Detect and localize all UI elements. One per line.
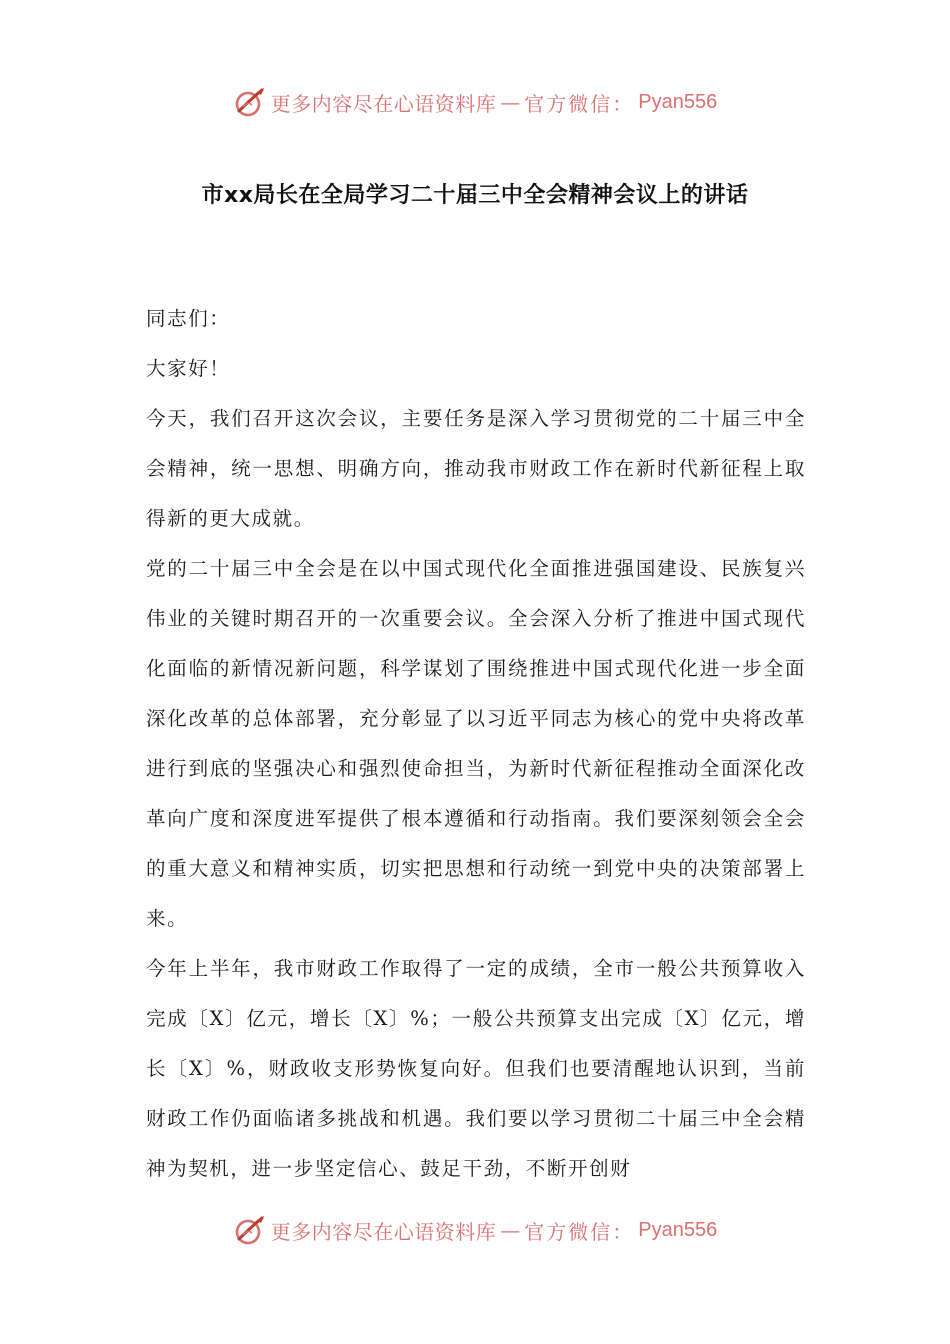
paragraph: 今天，我们召开这次会议，主要任务是深入学习贯彻党的二十届三中全会精神，统一思想、明确方向，推动我市财政工作在新时代新征程上取得新的更大成就。 — [146, 407, 806, 530]
watermark-text: 更多内容尽在心语资料库 — [270, 91, 497, 116]
salutation: 同志们： — [146, 307, 231, 330]
watermark-contact-id: Pyan556 — [638, 1218, 718, 1241]
watermark-contact-id: Pyan556 — [638, 90, 718, 113]
watermark-dash: — — [500, 90, 521, 114]
watermark-header — [0, 82, 950, 122]
paragraph: 今年上半年，我市财政工作取得了一定的成绩，全市一般公共预算收入完成〔X〕亿元，增长〔X〕%；一般公共预算支出完成〔X〕亿元，增长〔X〕%，财政收支形势恢复向好。但我们也要清醒地认识到，当前财政工作仍面临诸多挑战和机遇。我们要以学习贯彻二十届三中全会精神为契机，进一步坚定信心、鼓足干劲，不断开创财 — [146, 957, 806, 1180]
greeting: 大家好！ — [146, 357, 231, 380]
watermark-text: 更多内容尽在心语资料库 — [270, 1219, 497, 1244]
watermark-dash: — — [500, 1218, 521, 1242]
paragraph: 党的二十届三中全会是在以中国式现代化全面推进强国建设、民族复兴伟业的关键时期召开的一次重要会议。全会深入分析了推进中国式现代化面临的新情况新问题，科学谋划了围绕推进中国式现代化进一步全面深化改革的总体部署，充分彰显了以习近平同志为核心的党中央将改革进行到底的坚强决心和强烈使命担当，为新时代新征程推动全面深化改革向广度和深度进军提供了根本遵循和行动指南。我们要深刻领会全会的重大意义和精神实质，切实把思想和行动统一到党中央的决策部署上来。 — [146, 557, 806, 930]
watermark-footer — [0, 1210, 950, 1250]
pen-logo-icon — [233, 85, 267, 119]
pen-logo-icon — [233, 1213, 267, 1247]
document-body — [146, 294, 806, 1194]
watermark-contact-label: 官方微信： — [524, 1219, 635, 1244]
watermark-contact-label: 官方微信： — [524, 91, 635, 116]
document-title: 市xx局长在全局学习二十届三中全会精神会议上的讲话 — [201, 183, 749, 208]
